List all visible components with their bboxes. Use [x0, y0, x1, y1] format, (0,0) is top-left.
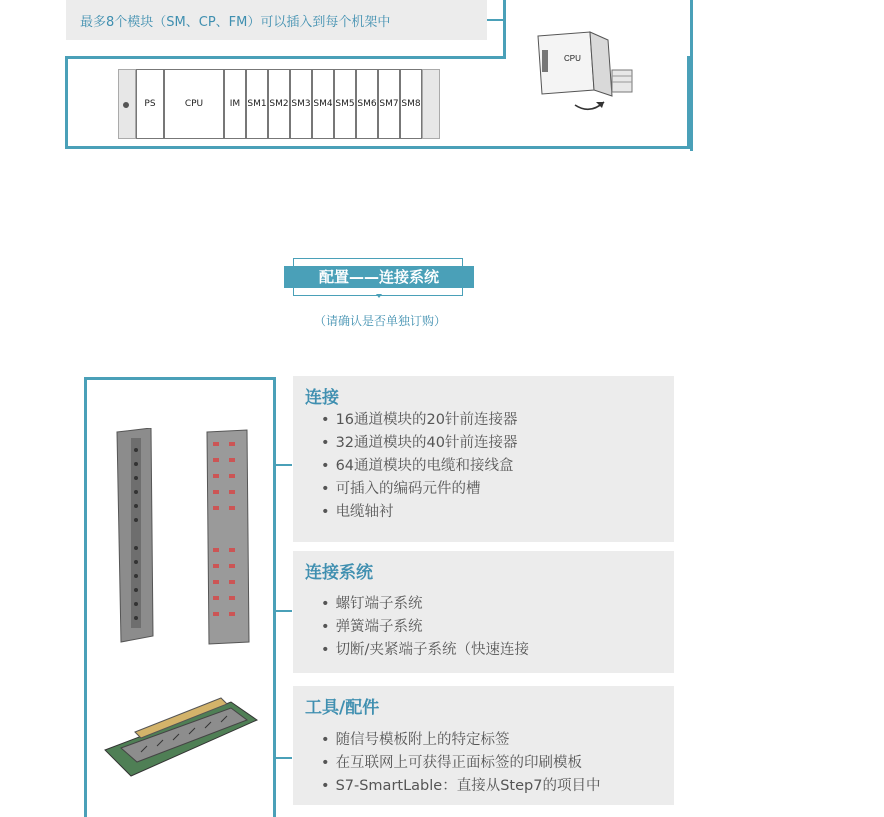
frame-right-edge [690, 0, 693, 151]
panel-heading: 工具/配件 [305, 698, 380, 718]
plc-label: CPU [564, 54, 581, 63]
list-item: • 螺钉端子系统 [321, 593, 529, 616]
panel-connection [293, 376, 674, 542]
list-item: • 电缆轴衬 [321, 501, 517, 524]
panel-list [321, 409, 517, 524]
frame-divider [503, 0, 506, 59]
section-title-box [284, 258, 474, 296]
rack-module-sm2: SM2 [268, 69, 290, 139]
rack-module-cpu: CPU [164, 69, 224, 139]
list-item: • 64通道模块的电缆和接线盒 [321, 455, 517, 478]
list-item: • 16通道模块的20针前连接器 [321, 409, 517, 432]
list-item: • 32通道模块的40针前连接器 [321, 432, 517, 455]
rack-module-sm4: SM4 [312, 69, 334, 139]
rack-frame-top [65, 56, 506, 59]
rack-module-sm3: SM3 [290, 69, 312, 139]
panel-list [321, 593, 529, 662]
panel-connector-3 [276, 757, 292, 759]
screw-icon [123, 102, 129, 108]
terminal-block-icon [101, 690, 261, 790]
rack-module-ps: PS [136, 69, 164, 139]
note-connector [487, 19, 503, 21]
rack-note-box [66, 0, 487, 40]
list-item: • 弹簧端子系统 [321, 616, 529, 639]
rack-module-sm8: SM8 [400, 69, 422, 139]
panel-list [321, 729, 600, 798]
rack-diagram [118, 69, 440, 139]
list-item: • S7-SmartLable：直接从Step7的项目中 [321, 775, 600, 798]
rack-module-im: IM [224, 69, 246, 139]
rack-module-sm1: SM1 [246, 69, 268, 139]
section-title: 配置——连接系统 [284, 266, 474, 288]
caret-down-icon [376, 294, 382, 298]
list-item: • 切断/夹紧端子系统（快速连接 [321, 639, 529, 662]
plc-mounting-icon [530, 30, 640, 115]
product-image-frame [84, 377, 276, 817]
panel-connector-2 [276, 610, 292, 612]
section-subtitle: （请确认是否单独订购） [313, 314, 446, 328]
panel-heading: 连接 [305, 388, 339, 408]
list-item: • 在互联网上可获得正面标签的印刷模板 [321, 752, 600, 775]
panel-connector-1 [276, 464, 292, 466]
rack-module-sm6: SM6 [356, 69, 378, 139]
front-connector-icon [111, 428, 261, 648]
list-item: • 可插入的编码元件的槽 [321, 478, 517, 501]
list-item: • 随信号模板附上的特定标签 [321, 729, 600, 752]
rack-note: 最多8个模块（SM、CP、FM）可以插入到每个机架中 [80, 15, 391, 30]
rack-rail-left [118, 69, 136, 139]
panel-connection-system [293, 551, 674, 673]
panel-heading: 连接系统 [305, 563, 373, 583]
panel-tools-accessories [293, 686, 674, 805]
rack-module-sm7: SM7 [378, 69, 400, 139]
rack-rail-right [422, 69, 440, 139]
rack-module-sm5: SM5 [334, 69, 356, 139]
